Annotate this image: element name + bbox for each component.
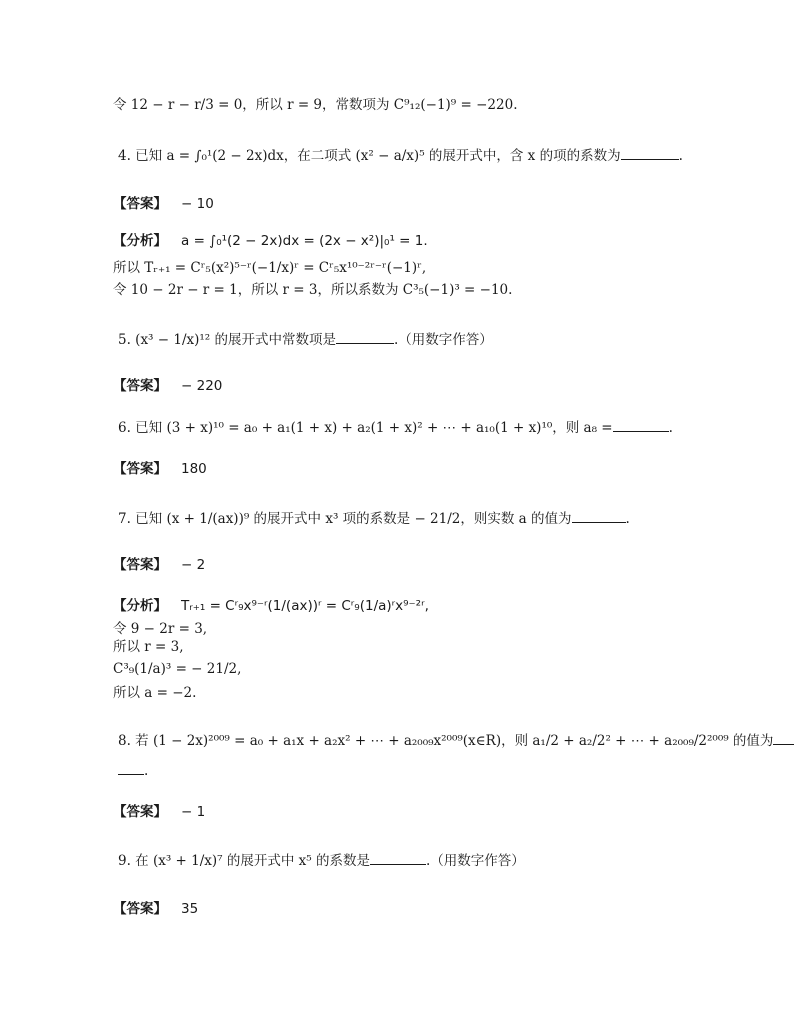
answer-blank [370,852,426,865]
question-6: 6. 已知 (3 + x)¹⁰ = a₀ + a₁(1 + x) + a₂(1 + x)² + ⋯ + a₁₀(1 + x)¹⁰，则 a₈ = . [118,420,673,436]
question-4: 4. 已知 a = ∫₀¹(2 − 2x)dx，在二项式 (x² − a/x)⁵ 的展开式中，含 x 的项的系数为 . [118,148,683,164]
answer-blank [336,331,394,344]
analysis-line: 所以 a = −2. [113,685,197,701]
answer-8: 【答案】 − 1 [113,804,206,820]
answer-6: 【答案】 180 [113,461,207,477]
answer-5: 【答案】 − 220 [113,378,223,394]
analysis-line: C³₉(1/a)³ = − 21/2, [113,661,242,677]
analysis-7: 【分析】 Tᵣ₊₁ = Cʳ₉x⁹⁻ʳ(1/(ax))ʳ = Cʳ₉(1/a)ʳx⁹⁻²ʳ, [113,598,429,614]
analysis-line: 令 10 − 2r − r = 1，所以 r = 3，所以系数为 C³₅(−1)³ = −10. [113,282,513,298]
analysis-4: 【分析】 a = ∫₀¹(2 − 2x)dx = (2x − x²)|₀¹ = 1. [113,233,428,249]
answer-blank [572,510,626,523]
analysis-line: 令 9 − 2r = 3, [113,621,208,637]
question-8: 8. 若 (1 − 2x)²⁰⁰⁹ = a₀ + a₁x + a₂x² + ⋯ + a₂₀₀₉x²⁰⁰⁹(x∈R)，则 a₁/2 + a₂/2² + ⋯ + a₂₀₀₉/2²⁰⁰⁹ 的值为 [118,732,794,750]
analysis-line: 所以 Tᵣ₊₁ = Cʳ₅(x²)⁵⁻ʳ(−1/x)ʳ = Cʳ₅x¹⁰⁻²ʳ⁻ʳ(−1)ʳ, [113,260,427,276]
question-7: 7. 已知 (x + 1/(ax))⁹ 的展开式中 x³ 项的系数是 − 21/2，则实数 a 的值为 . [118,511,630,527]
question-8-continued: . [118,762,148,780]
answer-4: 【答案】 − 10 [113,196,214,212]
answer-blank [621,147,679,160]
answer-blank [118,762,144,775]
question-9: 9. 在 (x³ + 1/x)⁷ 的展开式中 x⁵ 的系数是 .（用数字作答） [118,853,525,869]
analysis-line: 所以 r = 3, [113,639,184,655]
answer-blank [773,732,794,745]
answer-7: 【答案】 − 2 [113,557,206,573]
solution-line: 令 12 − r − r/3 = 0，所以 r = 9，常数项为 C⁹₁₂(−1)⁹ = −220. [113,97,518,113]
answer-9: 【答案】 35 [113,901,199,917]
question-5: 5. (x³ − 1/x)¹² 的展开式中常数项是 .（用数字作答） [118,332,493,348]
answer-blank [613,419,669,432]
